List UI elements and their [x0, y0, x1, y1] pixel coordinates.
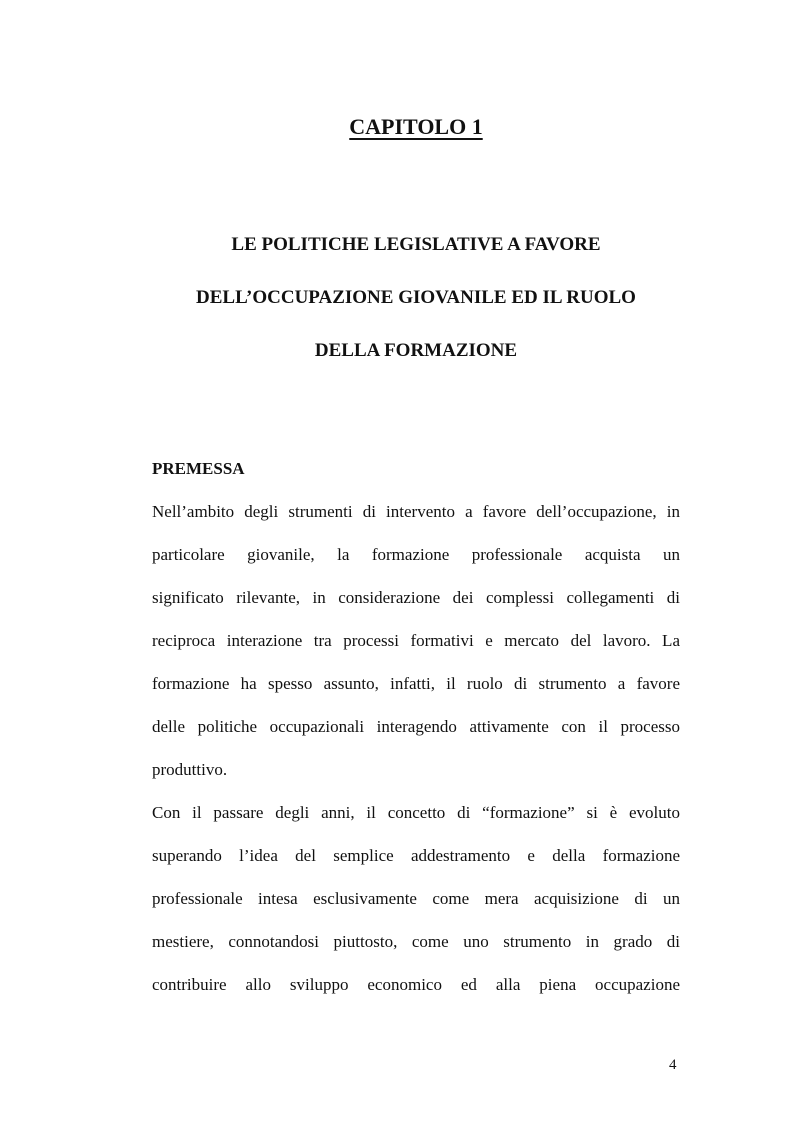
chapter-subtitle-line: DELL’OCCUPAZIONE GIOVANILE ED IL RUOLO [196, 287, 636, 308]
paragraph-2 [152, 791, 680, 1006]
paragraph-1 [152, 490, 680, 791]
chapter-subtitle [0, 218, 793, 377]
paragraph-line: Nell’ambito degli strumenti di intervento a favore dell’occupazione, in [152, 502, 680, 521]
paragraph-line: significato rilevante, in considerazione dei complessi collegamenti di [152, 588, 680, 607]
paragraph-line: superando l’idea del semplice addestramento e della formazione [152, 846, 680, 865]
paragraph-line: mestiere, connotandosi piuttosto, come uno strumento in grado di [152, 932, 680, 951]
paragraph-line: delle politiche occupazionali interagendo attivamente con il processo [152, 717, 680, 736]
chapter-subtitle-line: DELLA FORMAZIONE [314, 340, 518, 361]
paragraph-line: reciproca interazione tra processi formativi e mercato del lavoro. La [152, 631, 680, 650]
paragraph-line: particolare giovanile, la formazione professionale acquista un [152, 545, 680, 564]
paragraph-line: produttivo. [152, 760, 228, 779]
chapter-title: CAPITOLO 1 [349, 114, 483, 139]
chapter-subtitle-line: LE POLITICHE LEGISLATIVE A FAVORE [231, 234, 601, 255]
section-heading: PREMESSA [152, 459, 245, 478]
paragraph-line: contribuire allo sviluppo economico ed alla piena occupazione [152, 975, 680, 994]
paragraph-line: professionale intesa esclusivamente come mera acquisizione di un [152, 889, 680, 908]
paragraph-line: Con il passare degli anni, il concetto di “formazione” si è evoluto [152, 803, 680, 822]
paragraph-line: formazione ha spesso assunto, infatti, il ruolo di strumento a favore [152, 674, 680, 693]
page-number: 4 [669, 1057, 677, 1073]
